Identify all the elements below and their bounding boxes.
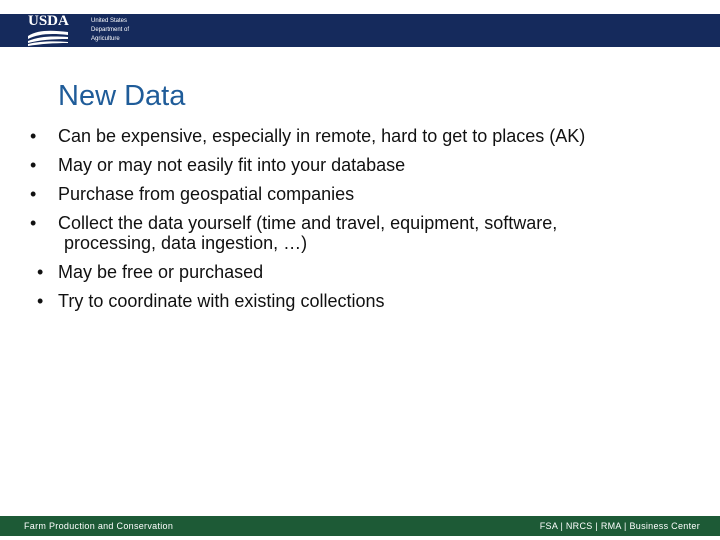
logo-text: USDA: [28, 13, 69, 29]
bullet-item: [0, 291, 700, 311]
bullet-list: [0, 126, 700, 320]
agency-name: [91, 17, 129, 44]
bullet-text-continued: processing, data ingestion, …): [64, 233, 308, 253]
bullet-text: May or may not easily fit into your database: [58, 155, 406, 175]
bullet-item: [0, 126, 700, 146]
footer-left-text: Farm Production and Conservation: [24, 521, 174, 531]
bullet-marker: •: [37, 262, 44, 282]
bullet-item: [0, 213, 700, 253]
bullet-text: May be free or purchased: [58, 262, 264, 282]
bullet-text: Collect the data yourself (time and travel, equipment, software,: [58, 213, 558, 233]
bullet-marker: •: [30, 184, 37, 204]
bullet-item: [0, 262, 700, 282]
logo-field-icon: [28, 28, 68, 46]
footer-right-text: FSA | NRCS | RMA | Business Center: [539, 521, 700, 531]
bullet-text: Try to coordinate with existing collections: [58, 291, 385, 311]
agency-line-2: Department of: [91, 27, 130, 33]
usda-logo: [28, 14, 68, 47]
bullet-marker: •: [30, 126, 37, 146]
footer-bar: [0, 516, 720, 536]
bullet-marker: •: [30, 155, 37, 175]
bullet-item: [0, 155, 700, 175]
bullet-item: [0, 184, 700, 204]
header-bar: [0, 14, 720, 47]
agency-line-1: United States: [91, 18, 128, 24]
bullet-marker: •: [37, 291, 44, 311]
slide-title: New Data: [58, 80, 186, 112]
bullet-text: Purchase from geospatial companies: [58, 184, 355, 204]
bullet-marker: •: [30, 213, 37, 233]
agency-line-3: Agriculture: [91, 36, 120, 42]
bullet-text: Can be expensive, especially in remote, hard to get to places (AK): [58, 126, 586, 146]
